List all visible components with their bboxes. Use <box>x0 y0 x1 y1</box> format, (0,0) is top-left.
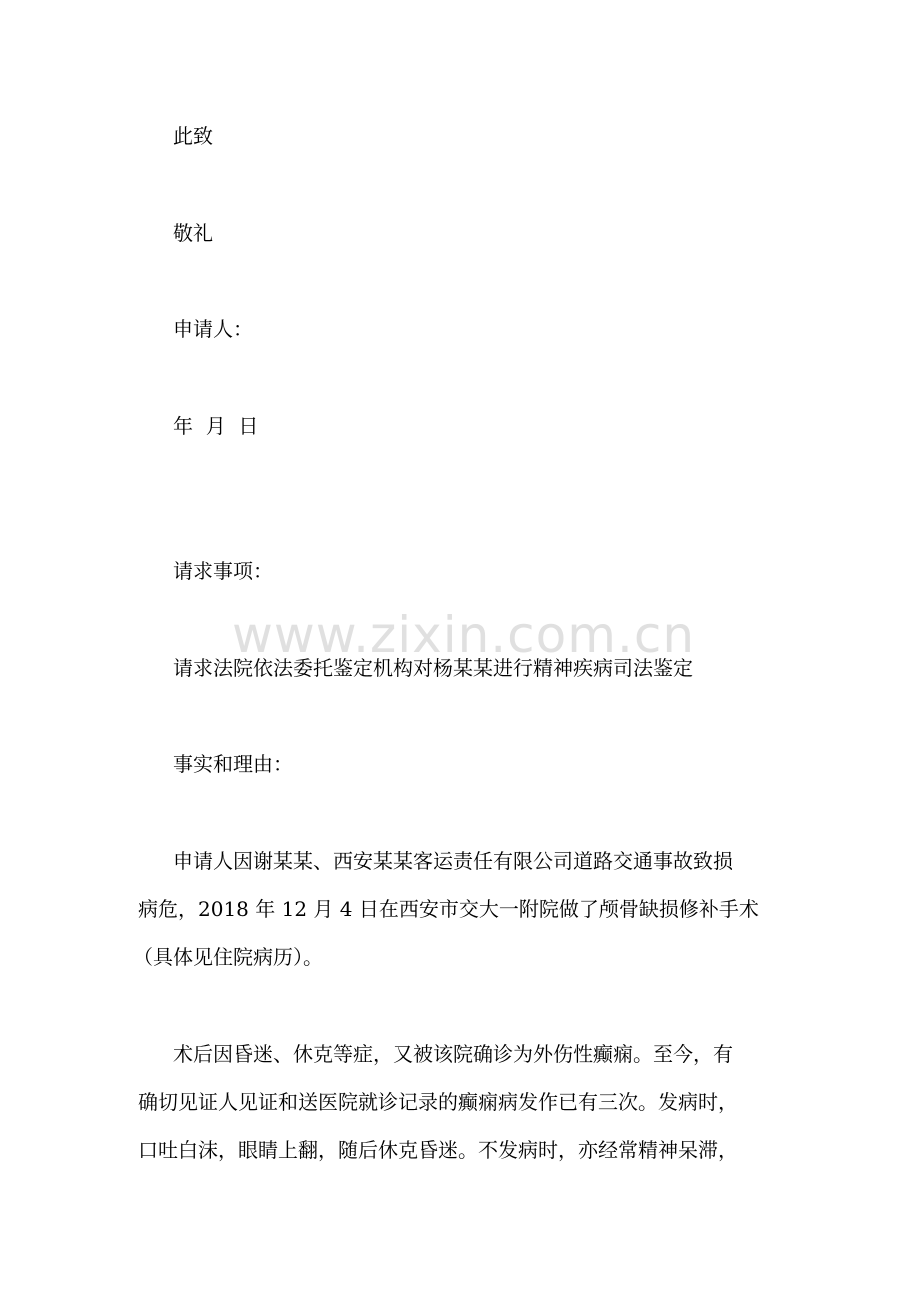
facts-heading: 事实和理由： <box>173 752 293 776</box>
paragraph-line: 确切见证人见证和送医院就诊记录的癫痫病发作已有三次。发病时， <box>138 1090 738 1114</box>
closing-salutation-1: 此致 <box>173 124 213 148</box>
paragraph-line: （具体见住院病历）。 <box>133 945 323 969</box>
paragraph-line: 术后因昏迷、休克等症，又被该院确诊为外伤性癫痫。至今，有 <box>173 1042 733 1066</box>
paragraph-line: 口吐白沫，眼睛上翻，随后休克昏迷。不发病时，亦经常精神呆滞， <box>138 1138 738 1162</box>
watermark: www.zixin.com.cn <box>232 606 696 664</box>
request-content: 请求法院依法委托鉴定机构对杨某某进行精神疾病司法鉴定 <box>173 656 693 680</box>
paragraph-line: 申请人因谢某某、西安某某客运责任有限公司道路交通事故致损 <box>173 849 733 873</box>
date-line: 年 月 日 <box>173 414 259 438</box>
request-heading: 请求事项： <box>173 559 273 583</box>
applicant-label: 申请人： <box>173 317 253 341</box>
closing-salutation-2: 敬礼 <box>173 221 213 245</box>
paragraph-line: 病危，2018 年 12 月 4 日在西安市交大一附院做了颅骨缺损修补手术 <box>138 897 759 921</box>
